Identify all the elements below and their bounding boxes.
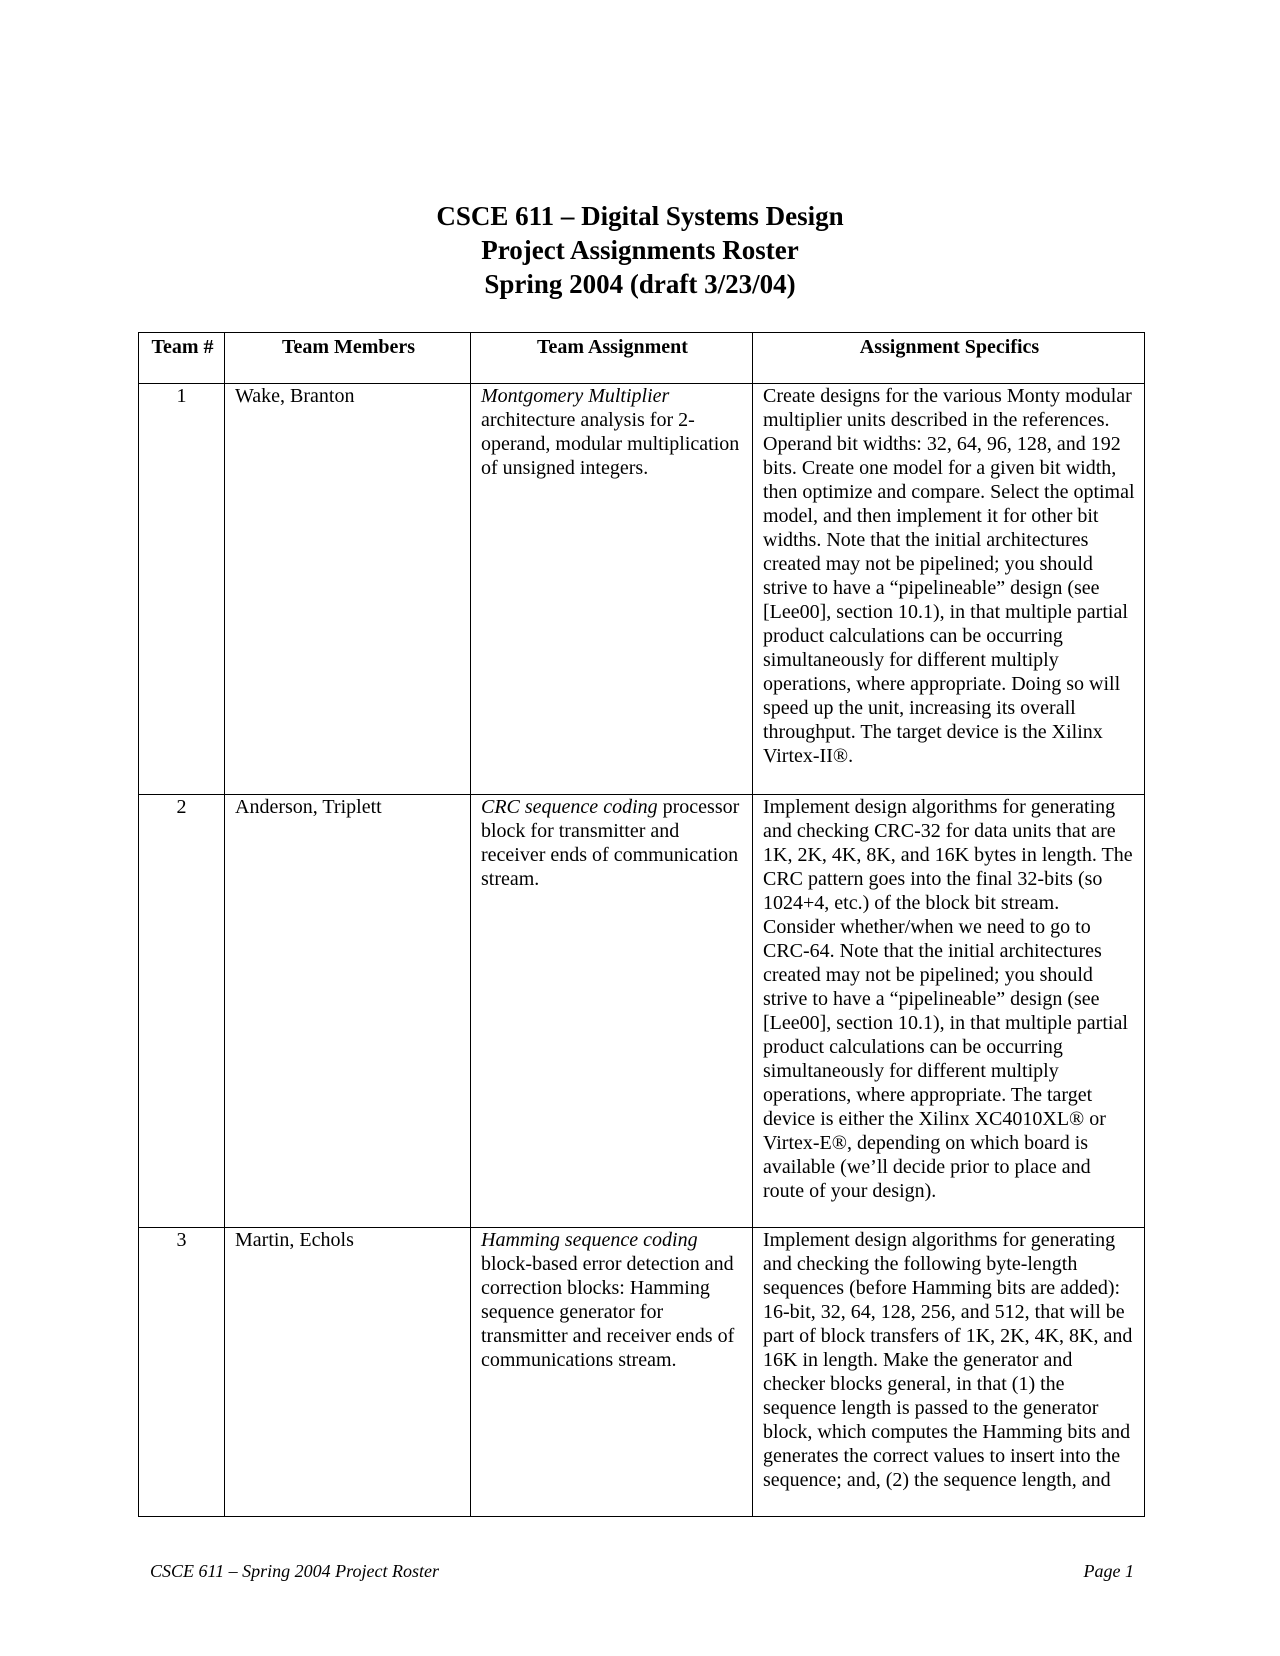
table-row	[139, 795, 1145, 1228]
footer-document-name: CSCE 611 – Spring 2004 Project Roster	[150, 1561, 439, 1581]
header-team-assignment: Team Assignment	[471, 333, 753, 384]
header-assignment-specifics: Assignment Specifics	[753, 333, 1145, 384]
roster-title: Project Assignments Roster	[481, 235, 799, 265]
project-roster-table	[138, 332, 1145, 1517]
assignment-title: Hamming sequence coding	[481, 1229, 698, 1251]
team-assignment	[471, 795, 753, 1228]
team-members: Anderson, Triplett	[225, 795, 471, 1228]
course-title: CSCE 611 – Digital Systems Design	[436, 201, 844, 231]
header-team-members: Team Members	[225, 333, 471, 384]
team-number: 1	[139, 384, 225, 795]
table-row	[139, 384, 1145, 795]
semester-draft-line: Spring 2004 (draft 3/23/04)	[484, 269, 796, 299]
team-assignment	[471, 1228, 753, 1517]
table-header-row	[139, 333, 1145, 384]
assignment-specifics: Implement design algorithms for generating and checking the following byte-length sequences (before Hamming bits are added): 16-bit, 32, 64, 128, 256, and 512, that will be part of block transfers of 1K, 2K, 4K, 8K, and 16K in length. Make the generator and checker blocks general, in that (1) the sequence length is passed to the generator block, which computes the Hamming bits and generates the correct values to insert into the sequence; and, (2) the sequence length, and	[753, 1228, 1145, 1517]
assignment-title: Montgomery Multiplier	[481, 385, 670, 407]
assignment-title: CRC sequence coding	[481, 796, 658, 818]
team-members: Martin, Echols	[225, 1228, 471, 1517]
footer-page-number: Page 1	[1083, 1561, 1134, 1581]
assignment-description: architecture analysis for 2-operand, modular multiplication of unsigned integers.	[481, 409, 740, 479]
table-row	[139, 1228, 1145, 1517]
assignment-specifics: Create designs for the various Monty modular multiplier units described in the references. Operand bit widths: 32, 64, 96, 128, and 192 bits. Create one model for a given bit width, then optimize and compare. Select the optimal model, and then implement it for other bit widths. Note that the initial architectures created may not be pipelined; you should strive to have a “pipelineable” design (see [Lee00], section 10.1), in that multiple partial product calculations can be occurring simultaneously for different multiply operations, where appropriate. Doing so will speed up the unit, increasing its overall throughput. The target device is the Xilinx Virtex-II®.	[753, 384, 1145, 795]
assignment-description: block-based error detection and correction blocks: Hamming sequence generator for transmitter and receiver ends of communications stream.	[481, 1253, 735, 1371]
assignment-description: processor block for transmitter and receiver ends of communication stream.	[481, 796, 740, 890]
team-number: 2	[139, 795, 225, 1228]
assignment-specifics: Implement design algorithms for generating and checking CRC-32 for data units that are 1K, 2K, 4K, 8K, and 16K bytes in length. The CRC pattern goes into the final 32-bits (so 1024+4, etc.) of the block bit stream. Consider whether/when we need to go to CRC-64. Note that the initial architectures created may not be pipelined; you should strive to have a “pipelineable” design (see [Lee00], section 10.1), in that multiple partial product calculations can be occurring simultaneously for different multiply operations, where appropriate. The target device is either the Xilinx XC4010XL® or Virtex-E®, depending on which board is available (we’ll decide prior to place and route of your design).	[753, 795, 1145, 1228]
header-team-number: Team #	[139, 333, 225, 384]
team-members: Wake, Branton	[225, 384, 471, 795]
team-assignment	[471, 384, 753, 795]
team-number: 3	[139, 1228, 225, 1517]
document-title-block	[0, 199, 1280, 301]
